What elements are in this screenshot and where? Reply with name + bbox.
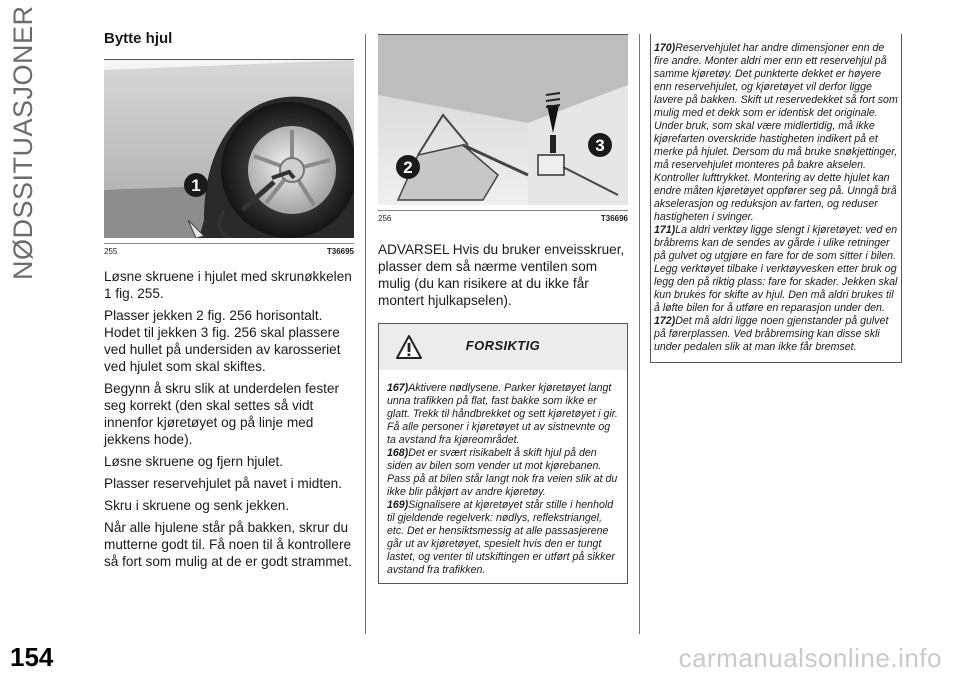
caution-note bbox=[387, 499, 619, 577]
figure-code: T36695 bbox=[326, 247, 354, 256]
caution-note bbox=[387, 382, 619, 447]
warning-paragraph: ADVARSEL Hvis du bruker enveisskruer, plasser dem så nærme ventilen som mulig (du kan risikere at du ikke får montert hjulkapselen). bbox=[378, 242, 625, 308]
caution-title: FORSIKTIG bbox=[465, 338, 541, 353]
page-number: 154 bbox=[10, 642, 54, 672]
figure-number: 255 bbox=[104, 247, 118, 256]
wheel-wrench-illustration bbox=[104, 60, 354, 238]
column-middle bbox=[378, 34, 630, 584]
column-divider bbox=[639, 34, 640, 634]
chapter-tab-label: NØDSSITUASJONER bbox=[8, 5, 38, 280]
note-ref: 172) bbox=[654, 315, 676, 327]
caution-note bbox=[654, 224, 898, 315]
caution-box bbox=[378, 323, 628, 584]
caution-note bbox=[654, 315, 898, 354]
note-text: Det er svært risikabelt å skift hjul på den siden av bilen som vender ut mot kjørebanen. Pass på at bilen står langt nok fra veien slik at du ikke blir påkjørt av andre kjøretøy. bbox=[387, 447, 618, 498]
instructions bbox=[104, 268, 354, 570]
note-ref: 171) bbox=[654, 224, 676, 236]
figure-number: 256 bbox=[378, 214, 392, 223]
figure-caption bbox=[104, 243, 354, 256]
paragraph: Plasser reservehjulet på navet i midten. bbox=[104, 476, 343, 491]
callout-label: 3 bbox=[595, 136, 605, 155]
note-text: Det må aldri ligge noen gjenstander på gulvet på førerplassen. Ved bråbremsing kan disse skli under pedalen slik at man ikke får bremset. bbox=[654, 315, 889, 353]
figure-caption bbox=[378, 210, 628, 223]
note-text: Reservehjulet har andre dimensjoner enn de fire andre. Monter aldri mer enn ett reservehjul på samme kjøretøy. Det punkterte dekket er høyere enn reservehjulet, og kjøretøyet vil derfor ligge lavere på bakken. Skift ut reservedekket så fort som mulig med et dekk som er identisk det originale. Under bruk, som skal være midlertidig, må ikke kjørefarten overskride hastigheten indikert på et merke på hjulet. Dersom du må bruke snøkjettinger, må reservehjulet monteres på bakre akselen. Kontroller lufttrykket. Montering av dette hjulet kan endre måten kjøretøyet oppfører seg på. Unngå brå akselerasjon og reduksjon av farten, og reduser hastigheten i svinger. bbox=[654, 42, 898, 223]
callout-label: 1 bbox=[191, 176, 201, 195]
note-ref: 169) bbox=[387, 499, 409, 511]
column-divider bbox=[365, 34, 366, 634]
column-left bbox=[104, 30, 354, 575]
paragraph: Løsne skruene i hjulet med skrunøkkelen 1 fig. 255. bbox=[104, 269, 352, 301]
section-title: Bytte hjul bbox=[104, 30, 173, 47]
caution-note bbox=[387, 447, 619, 499]
paragraph: Plasser jekken 2 fig. 256 horisontalt. Hodet til jekken 3 fig. 256 skal plassere ved hullet på undersiden av karosseriet ved hjulet som skal skiftes. bbox=[104, 308, 341, 374]
note-text: La aldri verktøy ligge slengt i kjøretøyet: ved en bråbrems kan de sendes av gårde i ulike retninger på gulvet og utgjøre en fare for de som sitter i bilen. Legg verktøyet tilbake i verktøyvesken etter bruk og legg den på riktig plass: fare for skader. Jekken skal kun brukes for skifte av hjul. Den må aldri brukes til å løfte bilen for å utføre en reparasjon under den. bbox=[654, 224, 898, 314]
side-tab bbox=[0, 0, 52, 678]
paragraph: Skru i skruene og senk jekken. bbox=[104, 498, 290, 513]
caution-header bbox=[379, 324, 627, 370]
figure-256 bbox=[378, 34, 628, 223]
note-ref: 170) bbox=[654, 42, 676, 54]
paragraph: Løsne skruene og fjern hjulet. bbox=[104, 454, 284, 469]
caution-note bbox=[654, 42, 898, 224]
note-ref: 168) bbox=[387, 447, 409, 459]
jack-illustration bbox=[378, 35, 628, 205]
column-right bbox=[650, 34, 902, 363]
callout-label: 2 bbox=[403, 158, 413, 177]
note-ref: 167) bbox=[387, 382, 409, 394]
figure-255 bbox=[104, 59, 354, 256]
paragraph: Når alle hjulene står på bakken, skrur du mutterne godt til. Få noen til å kontrollere så fort som mulig at de er godt strammet. bbox=[104, 520, 352, 569]
watermark: carmanualsonline.info bbox=[678, 643, 942, 673]
paragraph: Begynn å skru slik at underdelen fester seg korrekt (den skal settes så vidt innenfor kjøretøyet og på linje med jekkens hode). bbox=[104, 381, 340, 447]
note-text: Aktivere nødlysene. Parker kjøretøyet langt unna trafikken på flat, fast bakke som ikke er glatt. Trekk til håndbrekket og sett kjøretøyet i gir. Få alle personer i kjøretøyet ut av sistnevnte og ta avstand fra kjøreområdet. bbox=[387, 382, 618, 446]
figure-code: T36696 bbox=[600, 214, 628, 223]
warning-section bbox=[378, 241, 630, 309]
caution-notes bbox=[379, 370, 627, 583]
note-text: Signalisere at kjøretøyet står stille i henhold til gjeldende regelverk: nødlys, reflekstriangel, etc. Det er hensiktsmessig at alle passasjerene går ut av kjøretøyet, spesielt hvis den er tungt lastet, og venter til utskiftingen er utført på sikker avstand fra trafikken. bbox=[387, 499, 615, 576]
caution-notes-continued bbox=[650, 34, 902, 363]
